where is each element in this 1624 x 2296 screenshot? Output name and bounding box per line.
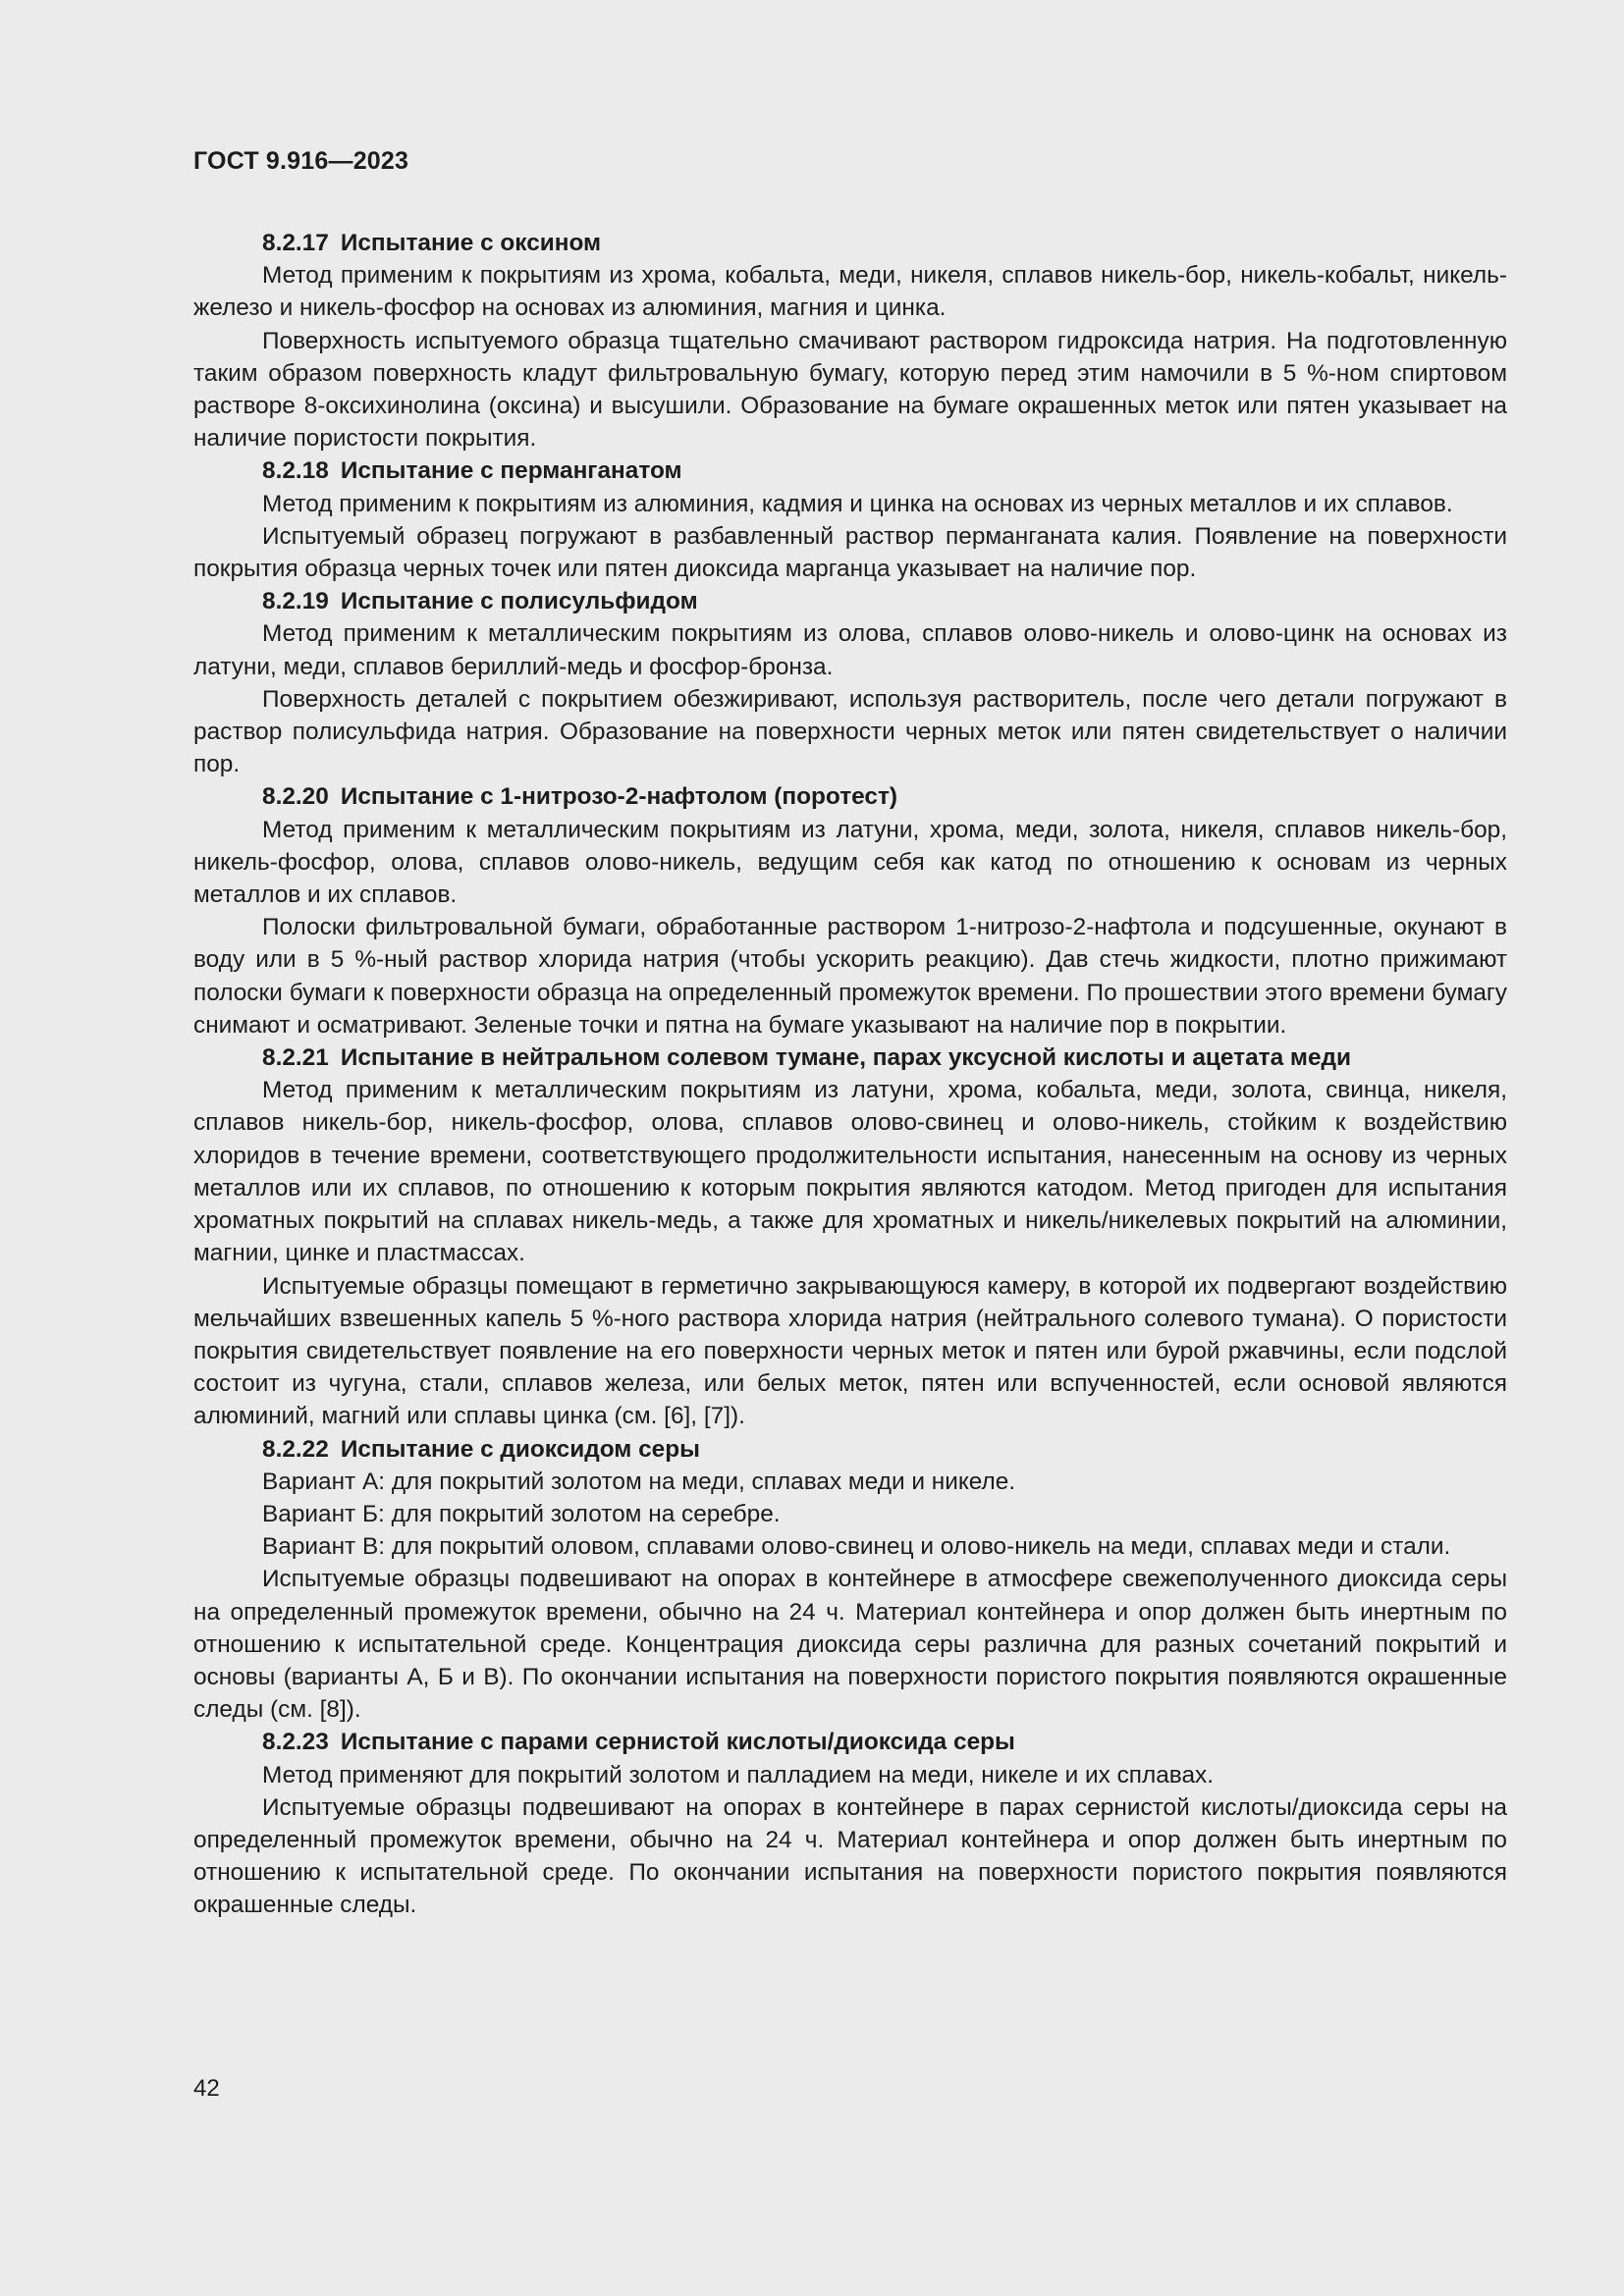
paragraph: Испытуемый образец погружают в разбавленный раствор перманганата калия. Появление на поверхности покрытия образца черных точек или пятен диоксида марганца указывает на наличие пор. [193, 522, 1507, 583]
paragraph: Вариант А: для покрытий золотом на меди, сплавах меди и никеле. [262, 1468, 1016, 1495]
paragraph: Поверхность испытуемого образца тщательно смачивают раствором гидроксида натрия. На подготовленную таким образом поверхность кладут фильтровальную бумагу, которую перед этим намочили в 5 %-ном спиртовом растворе 8-оксихинолина (оксина) и высушили. Образование на бумаге окрашенных меток или пятен указывает на наличие пористости покрытия. [193, 327, 1507, 453]
document-header: ГОСТ 9.916—2023 [193, 147, 409, 175]
section-heading [193, 227, 1507, 259]
section-heading [193, 1433, 1507, 1466]
paragraph: Метод применим к металлическим покрытиям из олова, сплавов олово-никель и олово-цинк на основах из латуни, меди, сплавов бериллий-медь и фосфор-бронза. [193, 620, 1507, 680]
page-number: 42 [193, 2075, 220, 2102]
section-number: 8.2.18 [262, 457, 329, 485]
section-title: Испытание с 1-нитрозо-2-нафтолом (поротест) [340, 783, 898, 811]
paragraph: Метод применим к металлическим покрытиям из латуни, хрома, меди, золота, никеля, сплавов никель-бор, никель-фосфор, олова, сплавов олово-никель, ведущим себя как катод по отношению к основам из черных металлов и их сплавов. [193, 816, 1507, 909]
document-body [193, 227, 1507, 1922]
section-heading [193, 454, 1507, 487]
paragraph: Поверхность деталей с покрытием обезжиривают, используя растворитель, после чего детали погружают в раствор полисульфида натрия. Образование на поверхности черных меток или пятен свидетельствует о наличии пор. [193, 685, 1507, 778]
paragraph: Испытуемые образцы подвешивают на опорах в контейнере в парах сернистой кислоты/диоксида серы на определенный промежуток времени, обычно на 24 ч. Материал контейнера и опор должен быть инертным по отношению к испытательной среде. По окончании испытания на поверхности пористого покрытия появляются окрашенные следы. [193, 1793, 1507, 1919]
paragraph: Испытуемые образцы подвешивают на опорах в контейнере в атмосфере свежеполученного диоксида серы на определенный промежуток времени, обычно на 24 ч. Материал контейнера и опор должен быть инертным по отношению к испытательной среде. Концентрация диоксида серы различна для разных сочетаний покрытий и основы (варианты А, Б и В). По окончании испытания на поверхности пористого покрытия появляются окрашенные следы (см. [8]). [193, 1566, 1507, 1724]
paragraph: Испытуемые образцы помещают в герметично закрывающуюся камеру, в которой их подвергают воздействию мельчайших взвешенных капель 5 %-ного раствора хлорида натрия (нейтрального солевого тумана). О пористости покрытия свидетельствует появление на его поверхности черных меток и пятен или бурой ржавчины, если подслой состоит из чугуна, стали, сплавов железа, или белых меток, пятен или вспученностей, если основой являются алюминий, магний или сплавы цинка (см. [6], [7]). [193, 1272, 1507, 1430]
paragraph: Метод применим к покрытиям из алюминия, кадмия и цинка на основах из черных металлов и их сплавов. [262, 490, 1453, 517]
section-title: Испытание с полисульфидом [340, 588, 698, 615]
paragraph: Полоски фильтровальной бумаги, обработанные раствором 1-нитрозо-2-нафтола и подсушенные, окунают в воду или в 5 %-ный раствор хлорида натрия (чтобы ускорить реакцию). Дав стечь жидкости, плотно прижимают полоски бумаги к поверхности образца на определенный промежуток времени. По прошествии этого времени бумагу снимают и осматривают. Зеленые точки и пятна на бумаге указывают на наличие пор в покрытии. [193, 914, 1507, 1039]
section-title: Испытание с парами сернистой кислоты/диоксида серы [340, 1729, 1015, 1756]
section-number: 8.2.23 [262, 1729, 329, 1756]
section-title: Испытание с перманганатом [340, 457, 682, 485]
paragraph: Метод применяют для покрытий золотом и палладием на меди, никеле и их сплавах. [262, 1761, 1215, 1789]
section-heading [193, 1726, 1507, 1758]
paragraph: Вариант Б: для покрытий золотом на серебре. [262, 1500, 781, 1527]
section-number: 8.2.22 [262, 1435, 329, 1463]
section-title: Испытание в нейтральном солевом тумане, парах уксусной кислоты и ацетата меди [340, 1044, 1352, 1072]
paragraph: Метод применим к металлическим покрытиям из латуни, хрома, кобальта, меди, золота, свинца, никеля, сплавов никель-бор, никель-фосфор, олова, сплавов олово-свинец и олово-никель, стойким к воздействию хлоридов в течение времени, соответствующего продолжительности испытания, нанесенным на основу из черных металлов или их сплавов, по отношению к которым покрытия являются катодом. Метод пригоден для испытания хроматных покрытий на сплавах никель-медь, а также для хроматных и никель/никелевых покрытий на алюминии, магнии, цинке и пластмассах. [193, 1077, 1507, 1267]
section-number: 8.2.21 [262, 1044, 329, 1072]
section-number: 8.2.20 [262, 783, 329, 811]
section-heading [193, 1041, 1507, 1074]
section-heading [193, 780, 1507, 813]
paragraph: Вариант В: для покрытий оловом, сплавами олово-свинец и олово-никель на меди, сплавах меди и стали. [262, 1533, 1451, 1561]
section-heading [193, 585, 1507, 617]
section-title: Испытание с оксином [340, 230, 602, 256]
section-title: Испытание с диоксидом серы [340, 1435, 700, 1463]
section-number: 8.2.17 [262, 230, 329, 256]
section-number: 8.2.19 [262, 588, 329, 615]
paragraph: Метод применим к покрытиям из хрома, кобальта, меди, никеля, сплавов никель-бор, никель-кобальт, никель-железо и никель-фосфор на основах из алюминия, магния и цинка. [193, 262, 1507, 322]
